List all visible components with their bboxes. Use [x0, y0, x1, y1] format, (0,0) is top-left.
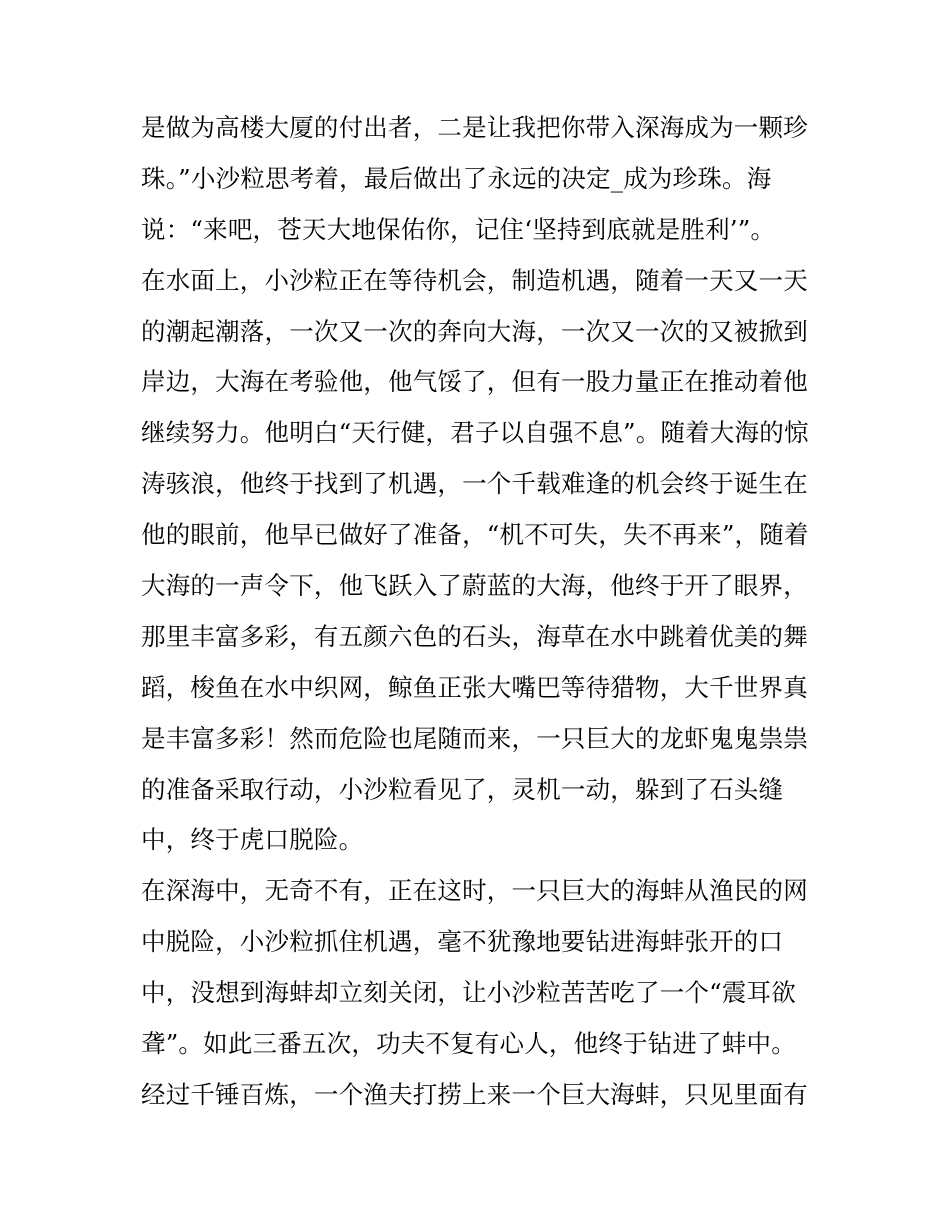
text-line: 是做为高楼大厦的付出者，二是让我把你带入深海成为一颗珍 — [141, 113, 808, 142]
text-line: 的潮起潮落，一次又一次的奔向大海，一次又一次的又被掀到 — [141, 316, 808, 346]
text-line: 继续努力。他明白“天行健，君子以自强不息”。随着大海的惊 — [141, 418, 809, 448]
text-line: 中，终于虎口脱险。 — [141, 825, 364, 855]
text-line: 蹈，梭鱼在水中织网，鲸鱼正张大嘴巴等待猎物，大千世界真 — [141, 672, 808, 702]
text-line: 那里丰富多彩，有五颜六色的石头，海草在水中跳着优美的舞 — [141, 621, 808, 651]
text-line: 经过千锤百炼，一个渔夫打捞上来一个巨大海蚌，只见里面有 — [141, 1079, 808, 1109]
text-line: 说：“来吧，苍天大地保佑你，记住‘坚持到底就是胜利’”。 — [141, 214, 776, 244]
text-line: 涛骇浪，他终于找到了机遇，一个千载难逢的机会终于诞生在 — [141, 469, 808, 499]
text-line: 岸边，大海在考验他，他气馁了，但有一股力量正在推动着他 — [141, 367, 808, 397]
text-line: 是丰富多彩！然而危险也尾随而来，一只巨大的龙虾鬼鬼祟祟 — [141, 723, 808, 753]
text-line: 在深海中，无奇不有，正在这时，一只巨大的海蚌从渔民的网 — [141, 876, 808, 906]
text-line: 珠。”小沙粒思考着，最后做出了永远的决定_成为珍珠。海 — [141, 163, 772, 193]
text-line: 中脱险，小沙粒抓住机遇，毫不犹豫地要钻进海蚌张开的口 — [141, 927, 784, 957]
text-line: 中，没想到海蚌却立刻关闭，让小沙粒苦苦吃了一个“震耳欲 — [141, 978, 796, 1008]
text-line: 他的眼前，他早已做好了准备，“机不可失，失不再来”，随着 — [141, 520, 809, 550]
text-line: 的准备采取行动，小沙粒看见了，灵机一动，躲到了石头缝 — [141, 774, 784, 804]
text-line: 在水面上，小沙粒正在等待机会，制造机遇，随着一天又一天 — [141, 265, 808, 295]
body-text — [141, 103, 821, 1121]
text-line: 聋”。如此三番五次，功夫不复有心人，他终于钻进了蚌中。 — [141, 1029, 796, 1059]
text-line: 大海的一声令下，他飞跃入了蔚蓝的大海，他终于开了眼界， — [141, 571, 808, 601]
